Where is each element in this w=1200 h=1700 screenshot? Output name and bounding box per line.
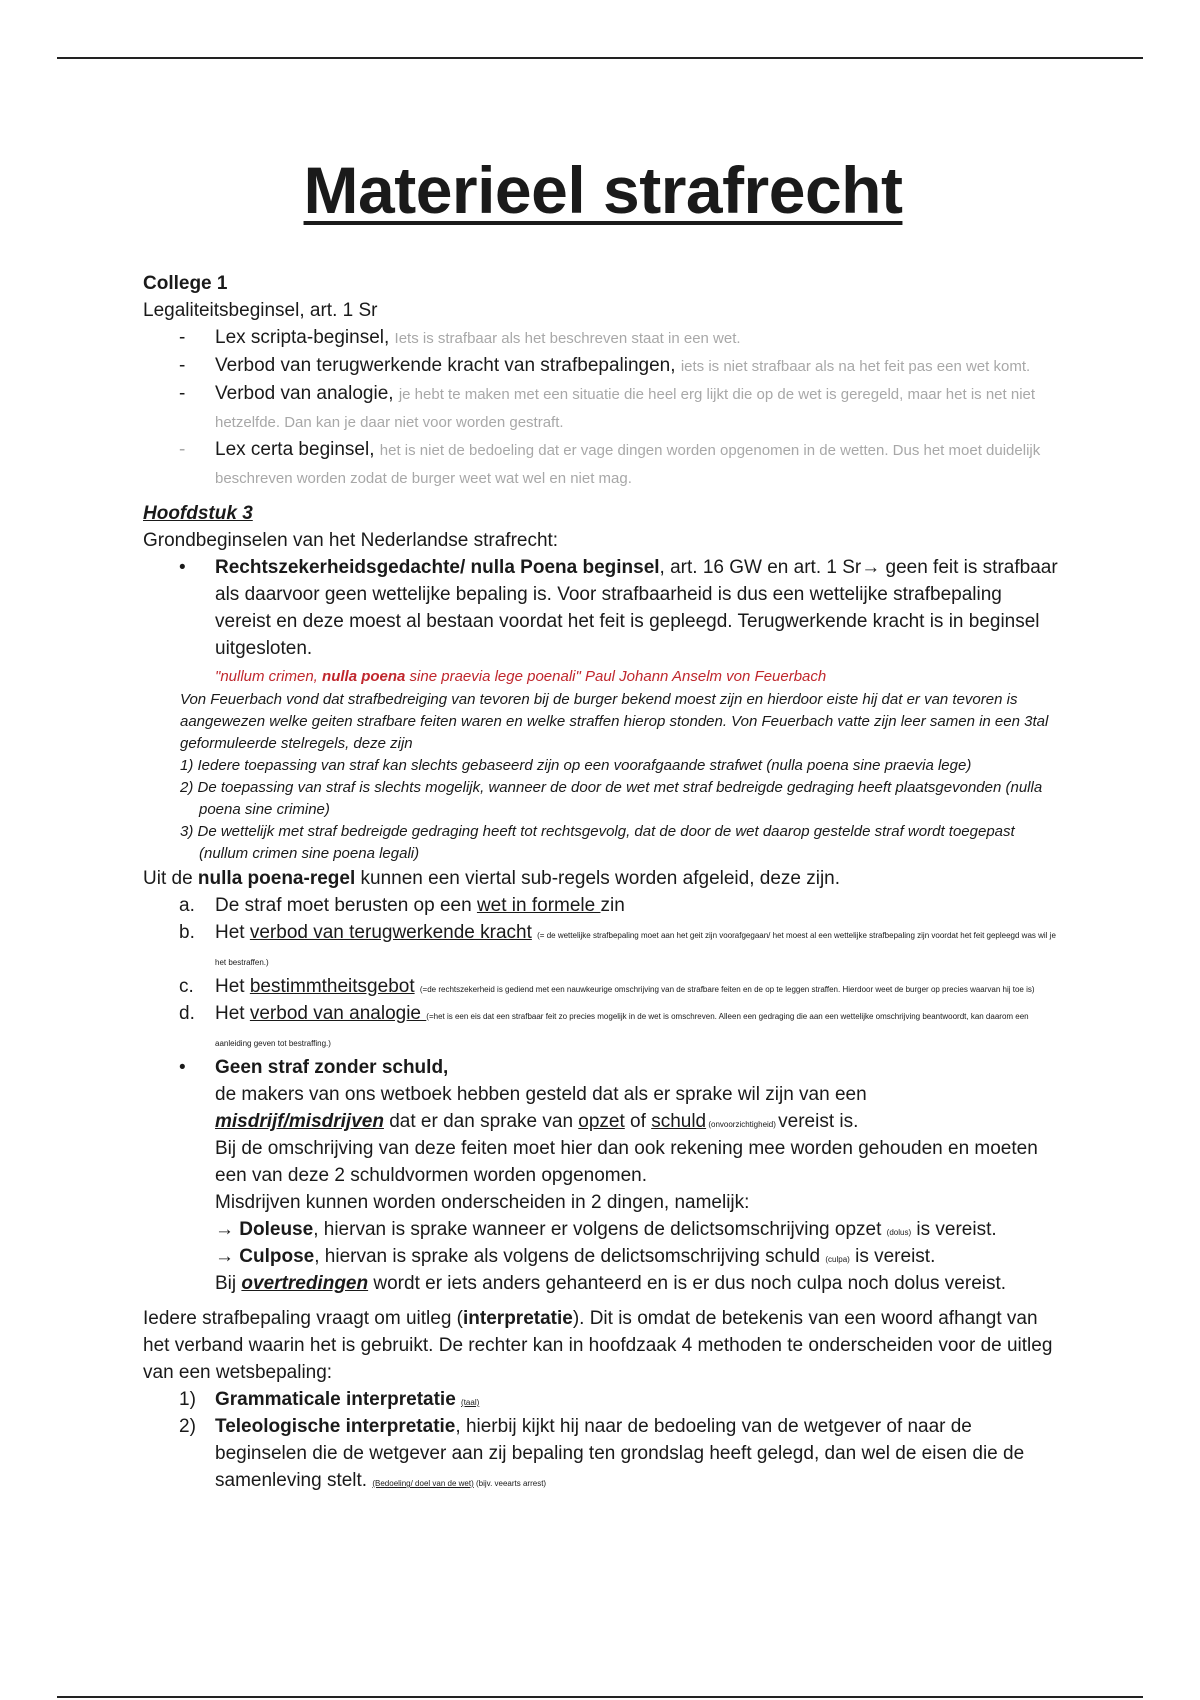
subrules-intro-bold: nulla poena-regel [197, 868, 356, 889]
item-term: verbod van analogie [249, 1003, 427, 1024]
list-item [143, 554, 1063, 662]
list-item [143, 1000, 1063, 1054]
list-marker: a. [179, 895, 195, 916]
opzet-term: opzet [578, 1111, 625, 1132]
schuld-block [143, 1081, 1063, 1297]
item-text: Het [215, 1003, 250, 1024]
list-item [143, 892, 1063, 919]
list-item [143, 1054, 1063, 1081]
methods-list [143, 1386, 1063, 1494]
list-marker: - [179, 439, 186, 460]
schuld-term: schuld [651, 1111, 707, 1132]
culpose-term: Culpose [239, 1246, 315, 1267]
grondbeginselen-list [143, 554, 1063, 689]
schuld-text: dat er dan sprake van [383, 1111, 579, 1132]
item-note: (=het is een eis dat een strafbaar feit zo precies mogelijk in de wet is omschreven. Alleen een gedraging die aan een wettelijke omschrijving beantwoordt, kan daarom een aanleiding geven tot bestraffing.) [215, 1012, 1029, 1048]
item-term: Rechtszekerheidsgedachte/ nulla Poena beginsel [215, 557, 660, 578]
item-term: Verbod van terugwerkende kracht van strafbepalingen, [215, 355, 676, 376]
overtredingen-text: Bij [215, 1273, 242, 1294]
legaliteit-list [143, 324, 1063, 492]
bullet-marker: • [179, 1057, 186, 1078]
item-term: Teleologische interpretatie [215, 1416, 456, 1437]
list-marker: c. [179, 976, 194, 997]
document-page [143, 150, 1063, 1494]
quote-bold: nulla poena [322, 668, 406, 685]
list-marker: - [179, 383, 186, 404]
item-note: (=de rechtszekerheid is gediend met een nauwkeurige omschrijving van de strafbare feiten en de op te leggen straffen. Hierdoor weet de burger op precies waarvan hij toe is) [419, 985, 1035, 994]
college-heading: College 1 [143, 273, 228, 294]
quote-post: sine praevia lege poenali" Paul Johann Anselm von Feuerbach [405, 668, 827, 685]
item-note: (Bedoeling/ doel van de wet) [372, 1479, 474, 1488]
schuld-line [215, 1108, 1063, 1135]
schuld-line: Misdrijven kunnen worden onderscheiden in 2 dingen, namelijk: [215, 1192, 750, 1213]
quote-line [143, 662, 1063, 689]
doleuse-term: Doleuse [239, 1219, 314, 1240]
misdrijf-term: misdrijf/misdrijven [215, 1111, 384, 1132]
item-text: zin [600, 895, 625, 916]
item-note: (bijv. veearts arrest) [473, 1479, 547, 1488]
culpose-line [215, 1243, 1063, 1270]
item-term: Grammaticale interpretatie [215, 1389, 456, 1410]
subrules-intro-pre: Uit de [143, 868, 198, 889]
quote-pre: "nullum crimen, [215, 668, 323, 685]
item-note: je hebt te maken met een situatie die heel erg lijkt die op de wet is geregeld, maar het is net niet hetzelfde. Dan kan je daar niet voor worden gestraft. [215, 386, 1036, 431]
item-term: Lex certa beginsel, [215, 439, 375, 460]
uitleg-text: ). Dit is omdat de betekenis van een woord afhangt van het verband waarin het is gebruikt. De rechter kan in hoofdzaak 4 methoden te onderscheiden voor de uitleg van een wetsbepaling: [143, 1308, 1053, 1383]
document-title: Materieel strafrecht [303, 153, 903, 227]
overtredingen-line [215, 1270, 1063, 1297]
list-marker: 2) [179, 1416, 196, 1437]
list-item [143, 973, 1063, 1000]
list-marker: d. [179, 1003, 195, 1024]
item-term: bestimmtheitsgebot [249, 976, 415, 997]
culpose-note: (culpa) [825, 1255, 850, 1264]
overtredingen-text: wordt er iets anders gehanteerd en is er dus noch culpa noch dolus vereist. [368, 1273, 1007, 1294]
item-note: Iets is strafbaar als het beschreven staat in een wet. [394, 330, 741, 347]
uitleg-term: interpretatie [463, 1308, 573, 1329]
subrules-intro-post: kunnen een viertal sub-regels worden afgeleid, deze zijn. [355, 868, 841, 889]
list-item [143, 380, 1063, 436]
culpose-text: , hiervan is sprake als volgens de delictsomschrijving schuld [314, 1246, 826, 1267]
schuld-text: of [624, 1111, 652, 1132]
list-marker: 1) [179, 1389, 196, 1410]
list-item [143, 919, 1063, 973]
list-marker: - [179, 355, 186, 376]
uitleg-paragraph [143, 1305, 1063, 1386]
list-item [143, 352, 1063, 380]
hoofdstuk-intro: Grondbeginselen van het Nederlandse strafrecht: [143, 530, 559, 551]
item-term: Verbod van analogie, [215, 383, 394, 404]
culpose-text: is vereist. [849, 1246, 936, 1267]
doleuse-note: (dolus) [886, 1228, 912, 1237]
item-note: iets is niet strafbaar als na het feit pas een wet komt. [680, 358, 1031, 375]
arrow-icon: → [215, 1219, 240, 1240]
feuerbach-rule: 2) De toepassing van straf is slechts mogelijk, wanneer de door de wet met straf bedreigde gedraging heeft plaatsgevonden (nulla poena sine crimine) [180, 779, 1043, 818]
item-note: het is niet de bedoeling dat er vage dingen worden opgenomen in de wetten. Dus het moet duidelijk beschreven worden zodat de burger weet wat wel en niet mag. [215, 442, 1041, 487]
doleuse-text: is vereist. [911, 1219, 997, 1240]
doleuse-line [215, 1216, 1063, 1243]
schuld-list [143, 1054, 1063, 1081]
arrow-icon: → [215, 1246, 240, 1267]
overtredingen-term: overtredingen [241, 1273, 369, 1294]
item-note: (taal) [461, 1398, 480, 1407]
list-item [143, 324, 1063, 352]
item-text: Het [215, 976, 250, 997]
feuerbach-rule: 3) De wettelijk met straf bedreigde gedraging heeft tot rechtsgevolg, dat de door de wet daarop gestelde straf wordt toegepast (nullum crimen sine poena legali) [180, 823, 1015, 862]
feuerbach-block [180, 689, 1063, 865]
item-term: Lex scripta-beginsel, [215, 327, 390, 348]
schuld-line: Bij de omschrijving van deze feiten moet hier dan ook rekening mee worden gehouden en moeten een van deze 2 schuldvormen worden opgenomen. [215, 1138, 1038, 1186]
list-item [143, 1386, 1063, 1413]
top-rule [57, 57, 1143, 59]
list-marker: b. [179, 922, 195, 943]
item-text: , art. 16 GW en art. 1 Sr→ geen feit is strafbaar als daarvoor geen wettelijke bepaling is. Voor strafbaarheid is dus een wettelijke strafbepaling vereist en deze moest al bestaan voordat het feit is gepleegd. Terugwerkende kracht is in beginsel uitgesloten. [215, 557, 1058, 659]
schuld-text: vereist is. [778, 1111, 859, 1132]
uitleg-text: Iedere strafbepaling vraagt om uitleg ( [143, 1308, 464, 1329]
bottom-rule [57, 1696, 1143, 1698]
bullet-marker: • [179, 557, 186, 578]
list-marker: - [179, 327, 186, 348]
college-subheading: Legaliteitsbeginsel, art. 1 Sr [143, 300, 378, 321]
feuerbach-text: Von Feuerbach vond dat strafbedreiging van tevoren bij de burger bekend moest zijn en hierdoor eiste hij dat er van tevoren is aangewezen welke geiten strafbare feiten waren en welke straffen hierop stonden. Von Feuerbach vatte zijn leer samen in een 3tal geformuleerde stelregels, deze zijn [180, 691, 1049, 752]
schuld-line: de makers van ons wetboek hebben gesteld dat als er sprake wil zijn van een [215, 1084, 867, 1105]
list-item [143, 436, 1063, 492]
item-term: wet in formele [476, 895, 601, 916]
item-text: Het [215, 922, 250, 943]
item-text: De straf moet berusten op een [215, 895, 477, 916]
list-item [143, 1413, 1063, 1494]
item-text: , hierbij kijkt hij naar de bedoeling van de wetgever of naar de beginselen die de wetgever aan zij bepaling ten grondslag heeft gelegd, dan wel de eisen die de samenleving stelt. [215, 1416, 1025, 1491]
hoofdstuk-heading: Hoofdstuk 3 [143, 503, 253, 524]
item-term: Geen straf zonder schuld, [215, 1057, 449, 1078]
doleuse-text: , hiervan is sprake wanneer er volgens de delictsomschrijving opzet [313, 1219, 887, 1240]
subrules-list [143, 892, 1063, 1054]
item-note: (= de wettelijke strafbepaling moet aan het geit zijn voorafgegaan/ het moest al een wettelijke strafbepaling zijn voordat het feit gepleegd was wil je het bestraffen.) [215, 931, 1056, 967]
feuerbach-rule: 1) Iedere toepassing van straf kan slechts gebaseerd zijn op een voorafgaande strafwet (nulla poena sine praevia lege) [180, 757, 972, 774]
schuld-note: (onvoorzichtigheid) [706, 1120, 779, 1129]
item-term: verbod van terugwerkende kracht [249, 922, 532, 943]
subrules-intro [143, 865, 1063, 892]
